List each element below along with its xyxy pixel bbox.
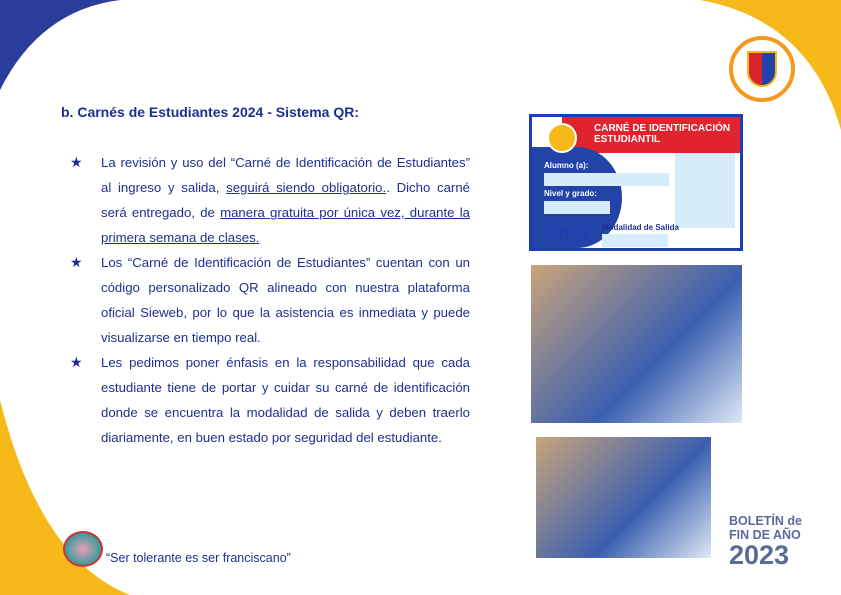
shield-icon [747, 51, 777, 87]
boletin-logo: BOLETÍN de FIN DE AÑO 2023 [729, 514, 802, 570]
star-icon: ★ [70, 354, 83, 370]
motto: “Ser tolerante es ser franciscano” [106, 551, 291, 565]
school-logo [729, 36, 795, 102]
underlined-text: manera gratuita por única vez, durante la primera semana de clases. [101, 205, 471, 245]
photo-student-with-card [531, 265, 742, 423]
list-item: ★ Les pedimos poner énfasis en la responsabilidad que cada estudiante tiene de portar y cuidar su carné de identificación donde se encuentra la modalidad de salida y deben traerlo diariamente, en buen estado por seguridad del estudiante. [70, 350, 470, 450]
list-item: ★ La revisión y uso del “Carné de Identificación de Estudiantes” al ingreso y salida, seguirá siendo obligatorio.. Dicho carné será entregado, de manera gratuita por única vez, durante la primera semana de clases. [70, 150, 470, 250]
star-icon: ★ [70, 154, 83, 170]
student-id-card-image: CARNÉ DE IDENTIFICACIÓN ESTUDIANTIL Alumno (a): Nivel y grado: 2023 Modalidad de Salida [529, 114, 743, 251]
photo-student-scanning [536, 437, 711, 558]
star-icon: ★ [70, 254, 83, 270]
underlined-text: seguirá siendo obligatorio. [226, 180, 387, 195]
tolerance-logo [63, 531, 103, 567]
bullet-list [70, 150, 470, 450]
section-title: b. Carnés de Estudiantes 2024 - Sistema QR: [61, 104, 359, 120]
seal-icon [547, 123, 577, 153]
list-item: ★ Los “Carné de Identificación de Estudiantes” cuentan con un código personalizado QR alineado con nuestra plataforma oficial Sieweb, por lo que la asistencia es inmediata y puede visualizarse en tiempo real. [70, 250, 470, 350]
